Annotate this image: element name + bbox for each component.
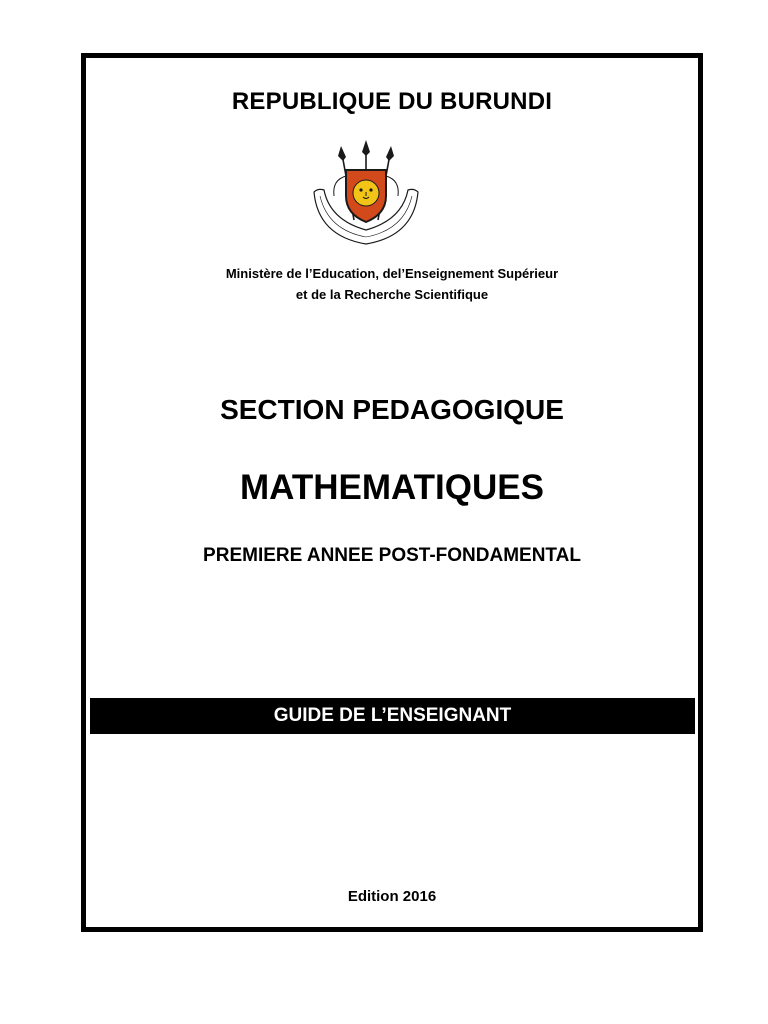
section-title: SECTION PEDAGOGIQUE: [220, 394, 564, 425]
country-title: REPUBLIQUE DU BURUNDI: [231, 88, 553, 115]
guide-band: GUIDE DE L’ENSEIGNANT: [90, 698, 695, 734]
ministry-line-2: et de la Recherche Scientifique: [295, 287, 489, 302]
ministry-name: [86, 263, 698, 305]
subject-title: MATHEMATIQUES: [240, 468, 544, 507]
cover-frame: [81, 53, 703, 932]
coat-of-arms-icon: [308, 140, 424, 252]
ministry-line-1: Ministère de l’Education, del’Enseignement Supérieur: [225, 266, 559, 281]
level-title: PREMIERE ANNEE POST-FONDAMENTAL: [203, 545, 581, 566]
edition-label: Edition 2016: [347, 888, 437, 905]
